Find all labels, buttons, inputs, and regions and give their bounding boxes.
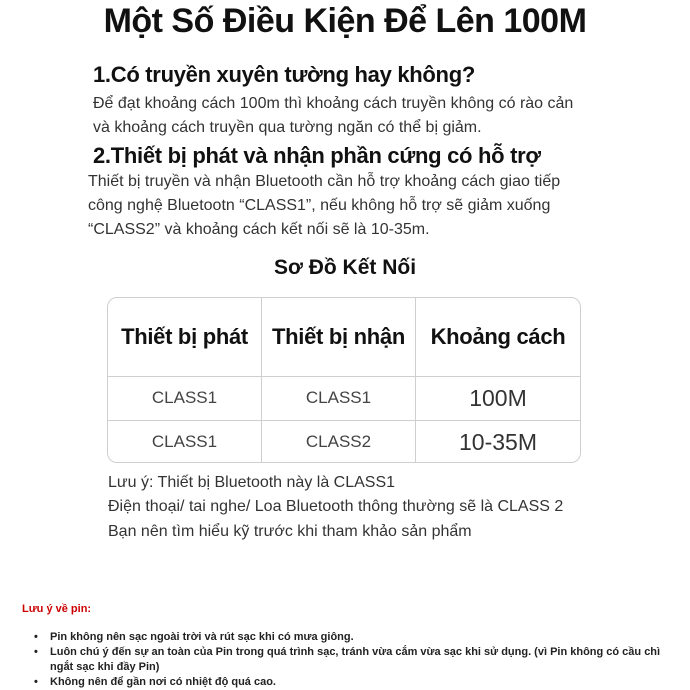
section2-line: “CLASS2” và khoảng cách kết nối sẽ là 10-35m. [88, 221, 430, 238]
section1-line: Để đạt khoảng cách 100m thì khoảng cách truyền không có rào cản [93, 95, 574, 112]
list-item [22, 645, 672, 675]
battery-notes-list [22, 630, 672, 690]
cell-receiver: CLASS2 [262, 420, 416, 463]
note-line: Điện thoại/ tai nghe/ Loa Bluetooth thông thường sẽ là CLASS 2 [108, 498, 564, 515]
table-row [108, 420, 580, 463]
section2-line: công nghệ Bluetootn “CLASS1”, nếu không hỗ trợ sẽ giảm xuống [88, 197, 551, 214]
bullet-icon: • [34, 646, 38, 658]
section2-line: Thiết bị truyền và nhận Bluetooth cần hỗ trợ khoảng cách giao tiếp [88, 173, 561, 190]
battery-notes-title: Lưu ý về pin: [22, 603, 92, 615]
bullet-icon: • [34, 631, 38, 643]
cell-distance: 10-35M [459, 428, 537, 455]
table-header-row [108, 298, 580, 377]
note-line: Bạn nên tìm hiểu kỹ trước khi tham khảo sản phẩm [108, 523, 472, 540]
header-distance: Khoảng cách [430, 324, 566, 349]
cell-transmitter: CLASS1 [108, 376, 262, 420]
connection-table [107, 297, 581, 463]
header-receiver: Thiết bị nhận [262, 298, 416, 376]
header-transmitter: Thiết bị phát [108, 298, 262, 376]
bullet-icon: • [34, 676, 38, 688]
list-item-text: Không nên để gần nơi có nhiệt độ quá cao. [50, 676, 276, 688]
cell-distance: 100M [469, 384, 527, 411]
section1-heading: 1.Có truyền xuyên tường hay không? [93, 62, 475, 87]
note-line: Lưu ý: Thiết bị Bluetooth này là CLASS1 [108, 474, 396, 491]
diagram-title: Sơ Đồ Kết Nối [273, 256, 417, 279]
list-item-text: Luôn chú ý đến sự an toàn của Pin trong quá trình sạc, tránh vừa cắm vừa sạc khi sử dụng. (vì Pin không có cầu chì ngắt sạc khi đầy Pin) [50, 646, 661, 673]
list-item-text: Pin không nên sạc ngoài trời và rút sạc khi có mưa giông. [50, 631, 354, 643]
cell-transmitter: CLASS1 [108, 420, 262, 463]
list-item [22, 675, 672, 690]
page-title: Một Số Điều Kiện Để Lên 100M [103, 2, 587, 40]
cell-receiver: CLASS1 [262, 376, 416, 420]
list-item [22, 630, 672, 645]
table-row [108, 376, 580, 421]
section2-heading: 2.Thiết bị phát và nhận phần cứng có hỗ trợ [93, 143, 541, 168]
section1-line: và khoảng cách truyền qua tường ngăn có thể bị giảm. [93, 119, 482, 136]
